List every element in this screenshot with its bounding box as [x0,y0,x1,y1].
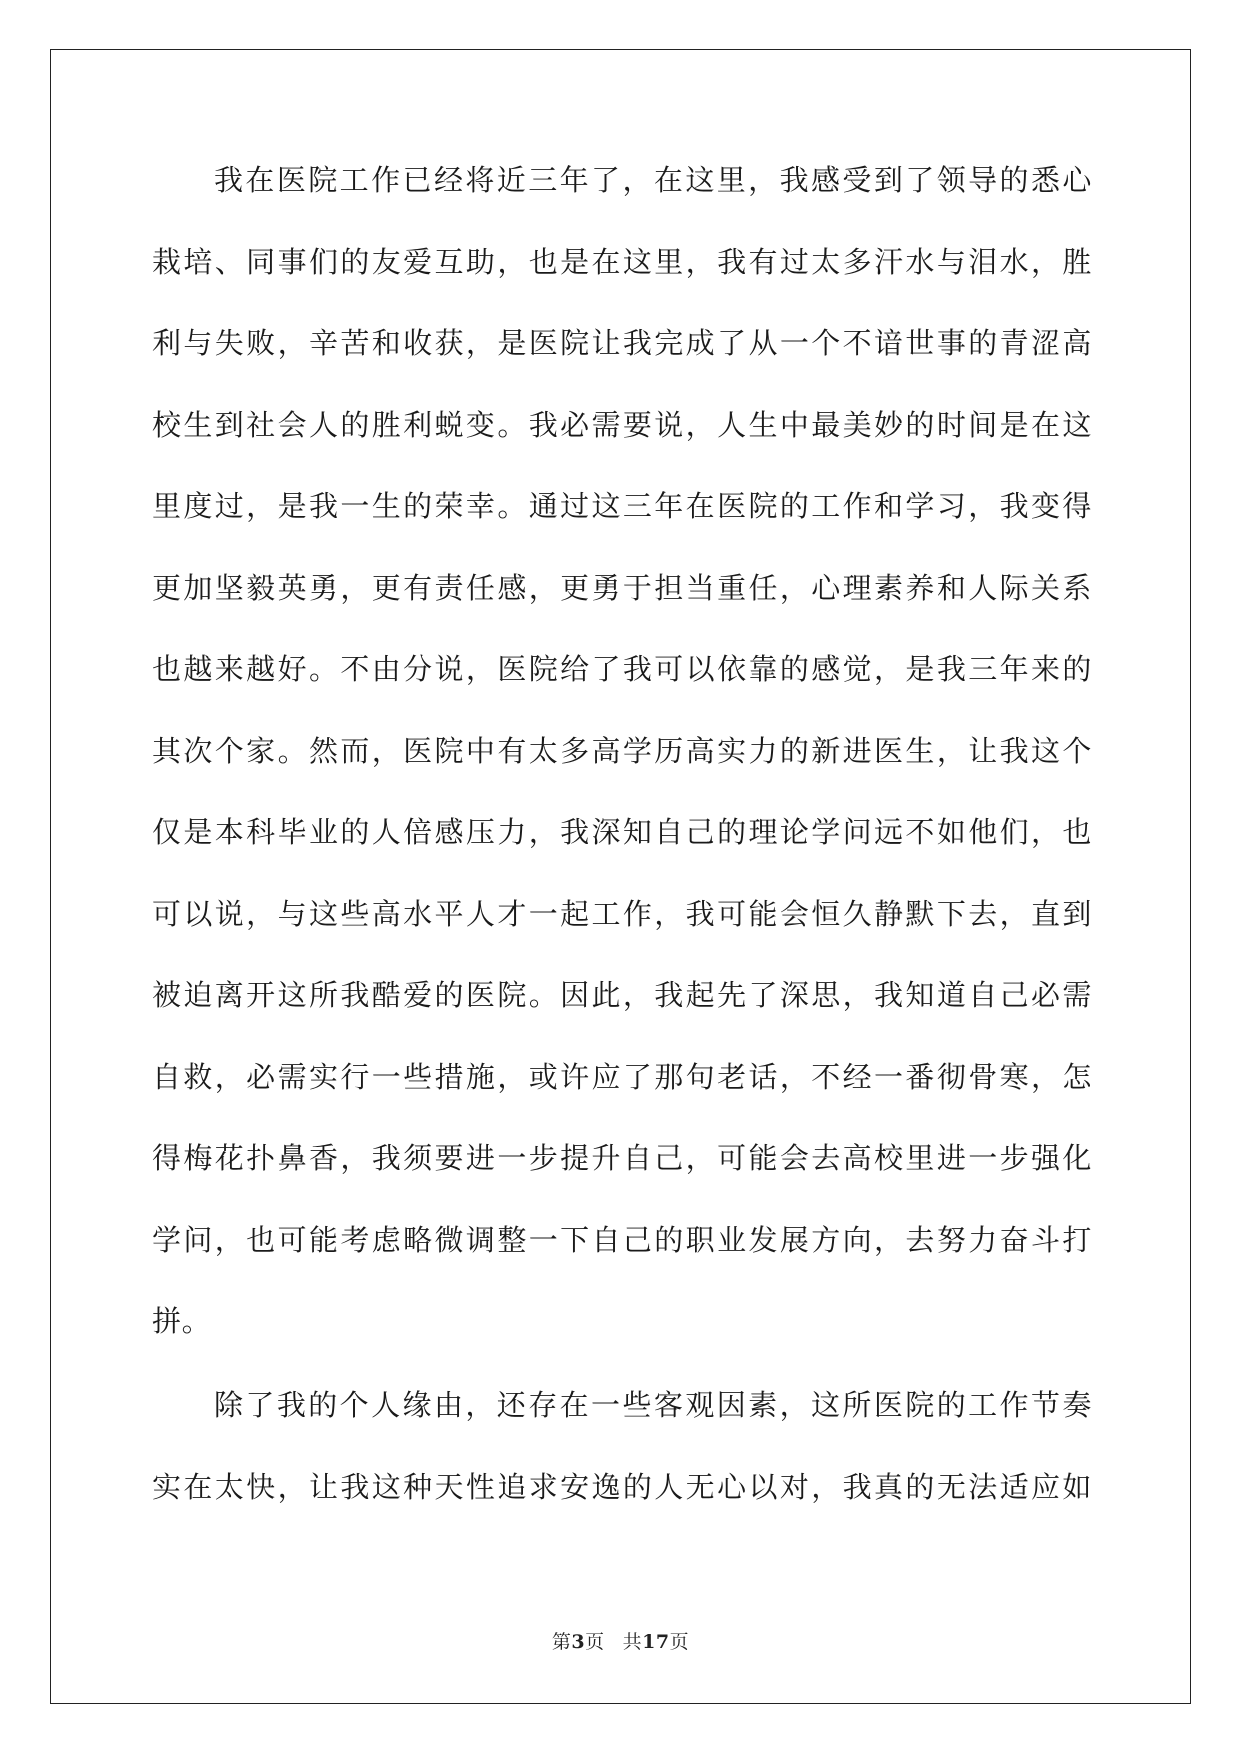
paragraph-1 [152,160,1092,1383]
page-footer [0,1627,1241,1654]
text-line: 拼。 [152,1304,212,1338]
text-line: 里度过，是我一生的荣幸。通过这三年在医院的工作和学习，我变得 [152,489,1092,523]
text-line: 利与失败，辛苦和收获，是医院让我完成了从一个不谙世事的青涩高 [152,326,1092,360]
text-line: 校生到社会人的胜利蜕变。我必需要说，人生中最美妙的时间是在这 [152,407,1092,442]
footer-page-prefix: 第 [551,1631,572,1653]
text-line: 得梅花扑鼻香，我须要进一步提升自己，可能会去高校里进一步强化 [152,1141,1092,1175]
footer-total-suffix: 页 [669,1631,690,1653]
text-line: 我在医院工作已经将近三年了，在这里，我感受到了领导的悉心 [214,163,1092,197]
text-line: 也越来越好。不由分说，医院给了我可以依靠的感觉，是我三年来的 [152,652,1092,686]
footer-total-pages: 17 [642,1631,670,1653]
text-line: 实在太快，让我这种天性追求安逸的人无心以对，我真的无法适应如 [152,1469,1092,1504]
text-line: 仅是本科毕业的人倍感压力，我深知自己的理论学问远不如他们，也 [152,815,1092,849]
text-line: 更加坚毅英勇，更有责任感，更勇于担当重任，心理素养和人际关系 [152,570,1092,605]
text-line: 除了我的个人缘由，还存在一些客观因素，这所医院的工作节奏 [214,1388,1092,1422]
paragraph-2 [152,1385,1092,1548]
text-line: 栽培、同事们的友爱互助，也是在这里，我有过太多汗水与泪水，胜 [152,244,1092,279]
footer-total-prefix: 共 [622,1631,643,1653]
footer-page-number: 3 [571,1631,586,1653]
text-line: 被迫离开这所我酷爱的医院。因此，我起先了深思，我知道自己必需 [152,978,1092,1012]
text-line: 学问，也可能考虑略微调整一下自己的职业发展方向，去努力奋斗打 [152,1222,1092,1257]
text-line: 其次个家。然而，医院中有太多高学历高实力的新进医生，让我这个 [152,733,1092,768]
text-line: 自救，必需实行一些措施，或许应了那句老话，不经一番彻骨寒，怎 [152,1059,1092,1094]
text-line: 可以说，与这些高水平人才一起工作，我可能会恒久静默下去，直到 [152,896,1092,931]
footer-page-suffix: 页 [585,1631,605,1653]
